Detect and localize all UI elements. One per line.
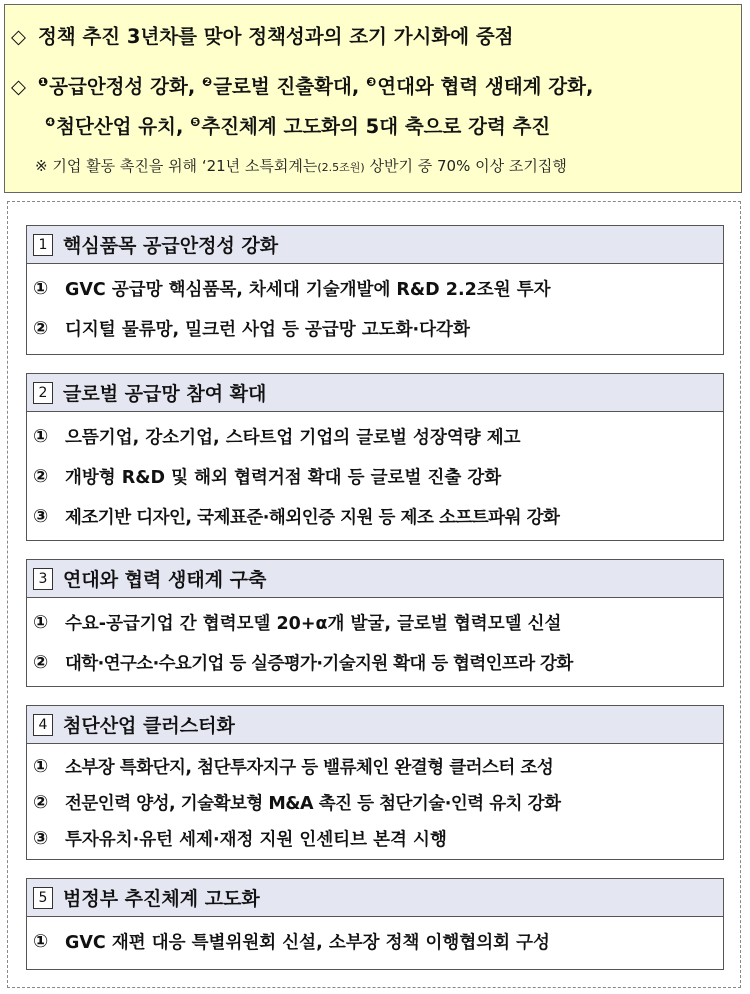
list-item bbox=[33, 921, 723, 961]
diamond-bullet-icon: ◇ bbox=[11, 75, 26, 98]
summary-line-2 bbox=[11, 71, 593, 99]
summary-box bbox=[4, 4, 742, 193]
summary-line-1 bbox=[11, 21, 514, 49]
item-text: 제조기반 디자인, 국제표준·해외인증 지원 등 제조 소프트파워 강화 bbox=[65, 507, 560, 528]
list-item bbox=[33, 268, 723, 308]
section-3-header bbox=[27, 560, 723, 598]
section-1-header bbox=[27, 226, 723, 264]
section-2 bbox=[26, 373, 724, 541]
item-marker: ① bbox=[33, 425, 49, 447]
list-item bbox=[33, 642, 723, 682]
item-text: 투자유치·유턴 세제·재정 지원 인센티브 본격 시행 bbox=[65, 829, 447, 850]
section-title: 글로벌 공급망 참여 확대 bbox=[63, 383, 267, 405]
note-prefix: ※ 기업 활동 촉진을 위해 ‘21년 소특회계는 bbox=[35, 157, 318, 175]
item-text: 개방형 R&D 및 해외 협력거점 확대 등 글로벌 진출 강화 bbox=[65, 467, 502, 488]
section-3 bbox=[26, 559, 724, 687]
item-marker: ② bbox=[33, 651, 49, 673]
summary-note bbox=[35, 155, 567, 176]
list-item bbox=[33, 784, 723, 820]
item-marker: ③ bbox=[33, 505, 49, 527]
item-marker: ① bbox=[33, 611, 49, 633]
item-text: 소부장 특화단지, 첨단투자지구 등 밸류체인 완결형 클러스터 조성 bbox=[65, 757, 554, 778]
axis-text-4: 첨단산업 유치, bbox=[56, 115, 191, 138]
item-text: GVC 공급망 핵심품목, 차세대 기술개발에 R&D 2.2조원 투자 bbox=[65, 279, 551, 300]
list-item bbox=[33, 602, 723, 642]
item-text: 디지털 물류망, 밀크런 사업 등 공급망 고도화·다각화 bbox=[65, 319, 470, 340]
section-5 bbox=[26, 878, 724, 970]
section-1 bbox=[26, 225, 724, 355]
section-2-header bbox=[27, 374, 723, 412]
item-marker: ① bbox=[33, 277, 49, 299]
item-marker: ① bbox=[33, 930, 49, 952]
item-text: 대학·연구소·수요기업 등 실증평가·기술지원 확대 등 협력인프라 강화 bbox=[65, 653, 573, 674]
summary-line-3 bbox=[45, 111, 550, 139]
section-4 bbox=[26, 705, 724, 860]
axis-marker-3: ❸ bbox=[366, 75, 377, 89]
list-item bbox=[33, 496, 723, 536]
list-item bbox=[33, 748, 723, 784]
item-text: 전문인력 양성, 기술확보형 M&A 촉진 등 첨단기술·인력 유치 강화 bbox=[65, 793, 561, 814]
section-number: 5 bbox=[33, 887, 53, 909]
section-title: 핵심품목 공급안정성 강화 bbox=[63, 235, 279, 257]
section-title: 첨단산업 클러스터화 bbox=[63, 715, 235, 737]
item-marker: ② bbox=[33, 317, 49, 339]
section-title: 연대와 협력 생태계 구축 bbox=[63, 569, 267, 591]
diamond-bullet-icon: ◇ bbox=[11, 25, 26, 48]
note-suffix: 상반기 중 70% 이상 조기집행 bbox=[364, 157, 567, 175]
item-marker: ② bbox=[33, 465, 49, 487]
axis-text-1: 공급안정성 강화, bbox=[49, 75, 203, 98]
note-amount: (2.5조원) bbox=[317, 161, 365, 174]
section-4-header bbox=[27, 706, 723, 744]
list-item bbox=[33, 416, 723, 456]
axis-marker-4: ❹ bbox=[45, 115, 56, 129]
axis-text-3: 연대와 협력 생태계 강화, bbox=[377, 75, 594, 98]
list-item bbox=[33, 456, 723, 496]
item-text: 으뜸기업, 강소기업, 스타트업 기업의 글로벌 성장역량 제고 bbox=[65, 427, 521, 448]
axis-marker-2: ❷ bbox=[202, 75, 213, 89]
list-item bbox=[33, 820, 723, 856]
item-marker: ③ bbox=[33, 827, 49, 849]
section-5-header bbox=[27, 879, 723, 917]
item-text: 수요-공급기업 간 협력모델 20+α개 발굴, 글로벌 협력모델 신설 bbox=[65, 613, 562, 634]
item-text: GVC 재편 대응 특별위원회 신설, 소부장 정책 이행협의회 구성 bbox=[65, 932, 550, 953]
item-marker: ① bbox=[33, 755, 49, 777]
section-number: 2 bbox=[33, 382, 53, 404]
axis-text-2: 글로벌 진출확대, bbox=[213, 75, 367, 98]
section-title: 범정부 추진체계 고도화 bbox=[63, 888, 260, 910]
summary-line-1-text: 정책 추진 3년차를 맞아 정책성과의 조기 가시화에 중점 bbox=[38, 25, 514, 48]
axis-text-5: 추진체계 고도화의 5대 축으로 강력 추진 bbox=[201, 115, 551, 138]
axis-marker-5: ❺ bbox=[190, 115, 201, 129]
section-number: 1 bbox=[33, 234, 53, 256]
axis-marker-1: ❶ bbox=[38, 75, 49, 89]
section-number: 3 bbox=[33, 568, 53, 590]
list-item bbox=[33, 308, 723, 348]
section-number: 4 bbox=[33, 714, 53, 736]
item-marker: ② bbox=[33, 791, 49, 813]
